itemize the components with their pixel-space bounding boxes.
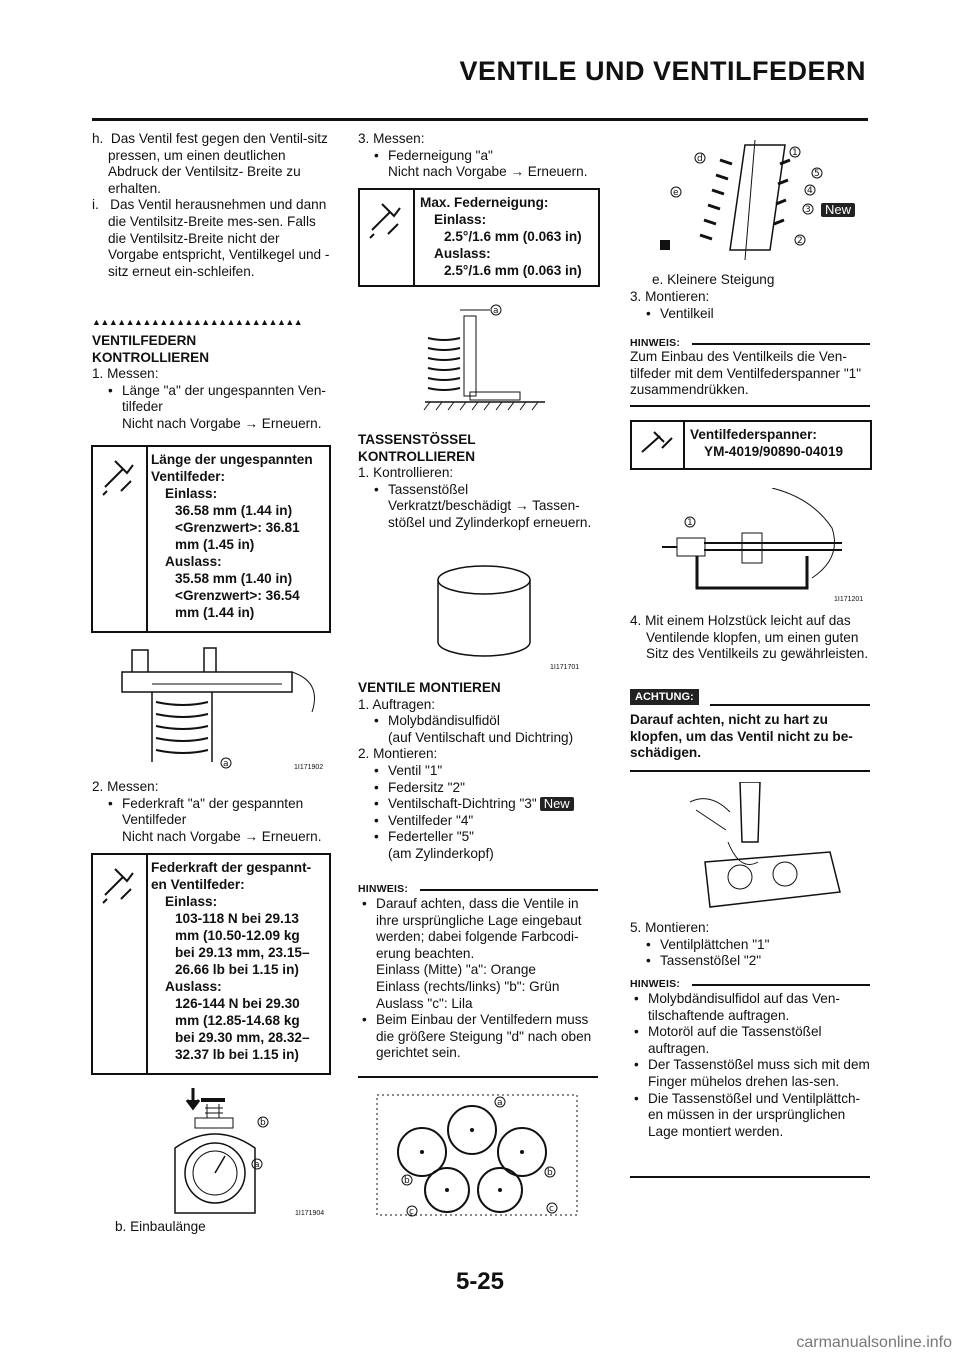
- note-rule: [692, 343, 870, 345]
- note-rule: [692, 984, 870, 986]
- spec-text: Länge der ungespannten Ventilfeder: Einlass: 36.58 mm (1.44 in) <Grenzwert>: 36.81 mm (1.45 in) Auslass: 35.58 mm (1.40 in) <Grenzwert>: 36.54 mm (1.44 in): [151, 452, 313, 620]
- install-item-1: • Ventil "1": [370, 763, 599, 780]
- svg-text:3: 3: [805, 205, 811, 215]
- caption-e: e. Kleinere Steigung: [652, 272, 775, 287]
- step-4: 4. Mit einem Holzstück leicht auf das Ventilende klopfen, um einen guten Sitz des Ventilkeils zu gewährleisten.: [630, 613, 869, 662]
- svg-text:1: 1: [792, 148, 798, 158]
- separator-triangles: ▲▲▲▲▲▲▲▲▲▲▲▲▲▲▲▲▲▲▲▲▲▲▲▲▲: [92, 317, 303, 327]
- step-5-item-2: • Tassenstößel "2": [642, 953, 870, 970]
- step-3-install: [630, 289, 870, 322]
- tool-icon: [632, 422, 685, 468]
- step-3-block: [358, 131, 599, 181]
- spec-text: Max. Federneigung: Einlass: 2.5°/1.6 mm (0.063 in) Auslass: 2.5°/1.6 mm (0.063 in): [420, 195, 582, 278]
- note-item: • Motoröl auf die Tassenstößel auftragen.: [630, 1024, 870, 1057]
- note-2: • Beim Einbau der Ventilfedern muss die größere Steigung "d" nach oben gerichtet sein.: [358, 1012, 599, 1062]
- spec-box-tool: [630, 420, 872, 470]
- step-2-bullet: • Federkraft "a" der gespannten Ventilfeder: [104, 796, 330, 829]
- step-3: 3. Messen:: [358, 131, 425, 146]
- tapping-valve-illustration: [680, 782, 850, 912]
- spec-box-spring-force: [91, 853, 331, 1075]
- section-heading: TASSENSTÖSSEL: [358, 432, 476, 447]
- note-block-2: [630, 991, 870, 1140]
- install-item-5: • Federteller "5": [370, 829, 599, 846]
- step-2-block: [92, 779, 330, 845]
- install-note: (auf Ventilschaft und Dichtring): [388, 729, 574, 745]
- caliper-illustration: [112, 642, 332, 772]
- wrench-icon: [93, 855, 148, 1073]
- note-1-c: Auslass "c": Lila: [376, 995, 473, 1011]
- spec-box-spring-tilt: [358, 188, 600, 287]
- spring-tilt-illustration: [420, 298, 550, 418]
- tappet-result: Verkratzt/beschädigt → Tassen-stößel und Zylinderkopf erneuern.: [388, 498, 592, 530]
- note-1-b: Einlass (rechts/links) "b": Grün: [376, 978, 560, 994]
- figure-code: 1I171902: [294, 764, 324, 771]
- valve-assembly-illustration: [650, 140, 850, 266]
- page-title: VENTILE UND VENTILFEDERN: [459, 56, 866, 86]
- tappet-illustration: [420, 560, 590, 670]
- spring-scale-illustration: [165, 1088, 335, 1218]
- svg-text:e: e: [673, 188, 679, 198]
- step-3-bullet: • Ventilkeil: [642, 306, 870, 323]
- note-label: HINWEIS:: [630, 978, 681, 990]
- svg-text:4: 4: [807, 186, 813, 196]
- title-rule: [92, 118, 868, 121]
- install-bullet: • Molybdändisulfidöl: [370, 713, 599, 730]
- watermark: carmanualsonline.info: [796, 1334, 952, 1351]
- caution-end-rule: [630, 770, 870, 772]
- section-heading-2: KONTROLLIEREN: [92, 349, 210, 365]
- valve-spring-compressor-illustration: [652, 488, 870, 606]
- figure-code: 1I171201: [834, 596, 864, 603]
- figure-code: 1I171701: [550, 664, 580, 671]
- note-block: [358, 896, 599, 1062]
- install-item-4: • Ventilfeder "4": [370, 813, 599, 830]
- new-badge: New: [821, 203, 855, 217]
- cylinder-head-valves-illustration: [372, 1090, 582, 1220]
- caution-label: ACHTUNG:: [630, 689, 699, 705]
- section-heading: VENTILE MONTIEREN: [358, 680, 501, 695]
- note-1: • Darauf achten, dass die Ventile in ihre ursprüngliche Lage eingebaut werden; dabei folgende Farbcodi-erung beachten.: [358, 896, 599, 962]
- caution-text: Darauf achten, nicht zu hart zu klopfen, um das Ventil nicht zu be-schädigen.: [630, 712, 853, 761]
- wrench-icon: [360, 190, 415, 285]
- step-2: 2. Messen:: [92, 779, 159, 794]
- install-item-3: • Ventilschaft-Dichtring "3" New: [370, 796, 599, 813]
- svg-text:c: c: [549, 1204, 554, 1214]
- caption-b: b. Einbaulänge: [115, 1219, 206, 1234]
- note-item: • Der Tassenstößel muss sich mit dem Finger mühelos drehen las-sen.: [630, 1057, 870, 1090]
- note-rule: [420, 889, 598, 891]
- tappet-bullet: • Tassenstößel: [370, 482, 599, 499]
- step-5: [630, 920, 870, 970]
- page-number: 5-25: [455, 1268, 505, 1295]
- column-1: [92, 131, 330, 280]
- step-3-bullet: • Federneigung "a": [370, 148, 599, 165]
- note-label: HINWEIS:: [630, 337, 681, 349]
- figure-code: 1I171904: [295, 1210, 325, 1217]
- step-3: 3. Montieren:: [630, 289, 710, 304]
- install-item-2: • Federsitz "2": [370, 780, 599, 797]
- step-2-result: Nicht nach Vorgabe → Erneuern.: [122, 828, 322, 844]
- note-keil: Zum Einbau des Ventilkeils die Ven-tilfeder mit dem Ventilfederspanner "1" zusammendrükken.: [630, 349, 862, 398]
- note-end-rule: [630, 405, 870, 407]
- svg-text:1: 1: [687, 518, 693, 528]
- step-1-result: Nicht nach Vorgabe → Erneuern.: [122, 415, 322, 431]
- step-3-result: Nicht nach Vorgabe → Erneuern.: [388, 164, 588, 180]
- svg-text:c: c: [409, 1207, 414, 1217]
- svg-text:d: d: [697, 154, 703, 164]
- spec-text: Federkraft der gespannt- en Ventilfeder: Einlass: 103-118 N bei 29.13 mm (10.50-12.09 kg bei 29.13 mm, 23.15– 26.66 lb bei 1.15 in) Auslass: 126-144 N bei 29.30 mm (12.85-14.68 kg bei 29.30 mm, 28.32– 32.37 lb bei 1.15 in): [151, 860, 312, 1062]
- svg-text:b: b: [404, 1176, 410, 1186]
- svg-text:5: 5: [814, 169, 820, 179]
- section-tappets: [358, 432, 599, 532]
- svg-text:a: a: [493, 306, 499, 316]
- section-heading: VENTILFEDERN: [92, 333, 197, 348]
- note-item: • Molybdändisulfidol auf das Ven-tilschaftende auftragen.: [630, 991, 870, 1024]
- install-step-1: 1. Auftragen:: [358, 696, 436, 712]
- note-end-rule: [358, 1076, 598, 1078]
- step-5-title: 5. Montieren:: [630, 920, 710, 935]
- step-5-item-1: • Ventilplättchen "1": [642, 937, 870, 954]
- step-1-bullet: • Länge "a" der ungespannten Ven-tilfeder: [104, 383, 330, 416]
- note-1-a: Einlass (Mitte) "a": Orange: [376, 962, 536, 978]
- caution-rule: [710, 704, 870, 706]
- svg-text:2: 2: [797, 236, 803, 246]
- step-h: h. Das Ventil fest gegen den Ventil-sitz pressen, um einen deutlichen Abdruck der Ventilsitz- Breite zu erhalten.: [92, 131, 328, 196]
- svg-text:a: a: [223, 759, 229, 769]
- note-end-rule: [630, 1176, 870, 1178]
- svg-text:a: a: [497, 1098, 503, 1108]
- install-step-2: 2. Montieren:: [358, 746, 438, 762]
- svg-text:b: b: [260, 1118, 266, 1128]
- wrench-icon: [93, 447, 148, 631]
- tappet-step-1: 1. Kontrollieren:: [358, 465, 454, 481]
- spec-box-free-length: [91, 445, 331, 633]
- step-1: 1. Messen:: [92, 366, 159, 382]
- section-heading-2: KONTROLLIEREN: [358, 448, 476, 464]
- note-item: • Die Tassenstößel und Ventilplättch-en müssen in der ursprünglichen Lage montiert werden.: [630, 1091, 870, 1141]
- spec-text: Ventilfederspanner: YM-4019/90890-04019: [690, 427, 844, 459]
- section-springs: [92, 333, 330, 433]
- new-badge: New: [540, 797, 574, 811]
- install-location: (am Zylinderkopf): [388, 845, 494, 861]
- svg-text:a: a: [254, 1160, 260, 1170]
- svg-text:b: b: [547, 1168, 553, 1178]
- section-valve-install: [358, 680, 599, 863]
- note-label: HINWEIS:: [358, 883, 409, 895]
- step-i: i. Das Ventil herausnehmen und dann die Ventilsitz-Breite mes-sen. Falls die Ventilsitz-Breite nicht der Vorgabe entspricht, Ventilkegel und -sitz erneut ein-schleifen.: [92, 197, 330, 279]
